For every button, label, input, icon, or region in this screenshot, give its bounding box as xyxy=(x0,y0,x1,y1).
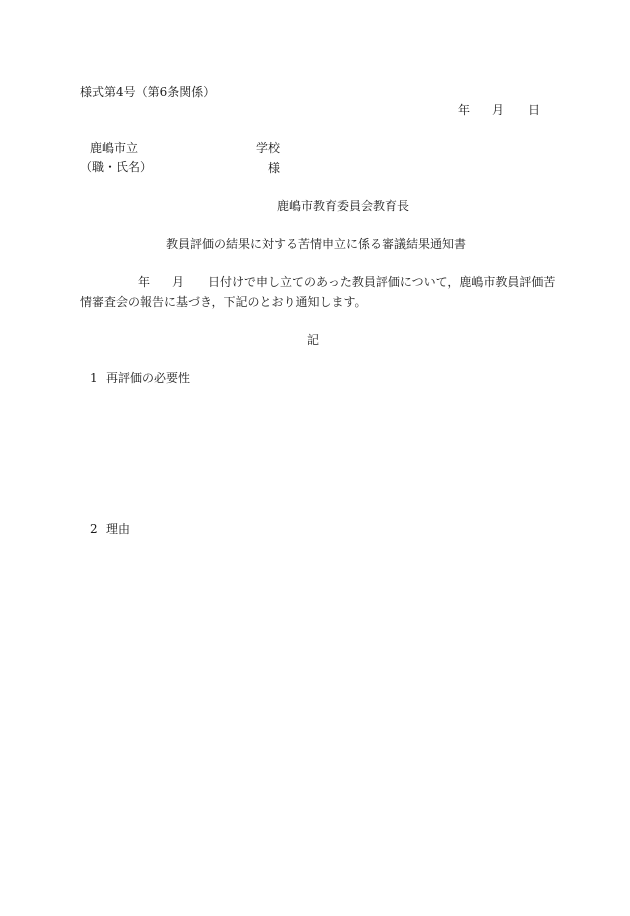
body-year-label: 年 xyxy=(138,275,151,289)
ki-label: 記 xyxy=(307,333,320,347)
sender: 鹿嶋市教育委員会教育長 xyxy=(277,199,410,213)
recipient-title-name: （職・氏名） xyxy=(80,160,153,174)
document-title: 教員評価の結果に対する苦情申立に係る審議結果通知書 xyxy=(166,237,467,251)
body-month-label: 月 xyxy=(172,275,185,289)
body-text-line1: 日付けで申し立てのあった教員評価について，鹿嶋市教員評価苦 xyxy=(208,275,556,289)
section-title: 再評価の必要性 xyxy=(106,371,191,385)
section-number: 2 xyxy=(90,522,98,536)
body-text-line2: 情審査会の報告に基づき，下記のとおり通知します。 xyxy=(80,295,367,309)
date-year-label: 年 xyxy=(458,103,471,117)
recipient-school-suffix: 学校 xyxy=(256,141,281,155)
form-number: 様式第4号（第6条関係） xyxy=(80,85,216,99)
section-title: 理由 xyxy=(106,522,131,536)
recipient-honorific: 様 xyxy=(268,161,281,175)
section-number: 1 xyxy=(90,371,98,385)
recipient-city: 鹿嶋市立 xyxy=(90,141,139,155)
date-day-label: 日 xyxy=(528,103,541,117)
date-month-label: 月 xyxy=(492,103,505,117)
